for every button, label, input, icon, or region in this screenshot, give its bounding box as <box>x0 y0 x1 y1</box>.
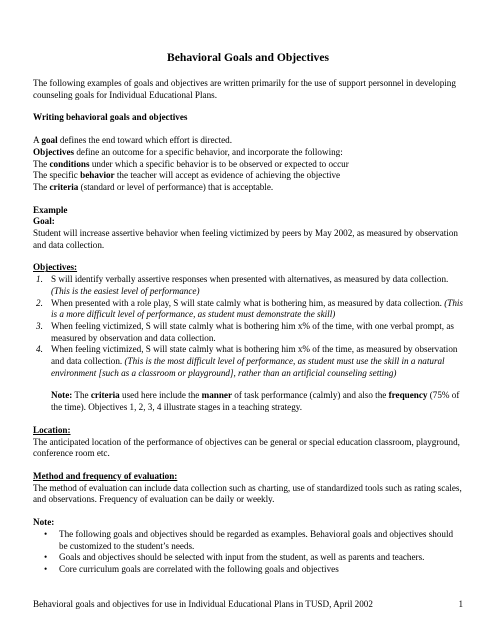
objective-item <box>33 274 463 297</box>
objective-number: 1. <box>36 274 43 285</box>
example-heading: Example <box>33 204 68 215</box>
objective-text: When feeling victimized, S will state calmly what is bothering him x% of the time, as measured by observation and data collection. <box>51 344 458 367</box>
page-footer <box>33 599 463 611</box>
objective-number: 3. <box>36 320 43 331</box>
objective-text: When presented with a role play, S will state calmly what is bothering him, as measured by data collection. <box>51 297 442 308</box>
notes-list <box>33 529 463 576</box>
bullet-icon: • <box>44 552 48 563</box>
objective-text: S will identify verbally assertive responses when presented with alternatives, as measured by data collection. <box>51 274 449 285</box>
objective-item <box>33 321 463 344</box>
method-text: The method of evaluation can include data collection such as charting, use of standardized tools such as rating scales, and observations. Frequency of evaluation can be daily or weekly. <box>33 482 462 505</box>
objectives-list <box>33 274 463 379</box>
goal-text: Student will increase assertive behavior when feeling victimized by peers by May 2002, as measured by observation and data collection. <box>33 228 458 250</box>
goal-definition: A goal defines the end toward which effort is directed. <box>33 135 233 146</box>
document-body <box>33 51 463 576</box>
note-label: Note: <box>51 390 73 401</box>
objectives-term: Objectives <box>33 146 75 157</box>
conditions-definition: The conditions under which a specific behavior is to be observed or expected to occur <box>33 158 349 169</box>
definitions-block <box>33 135 463 194</box>
list-item: • Goals and objectives should be selected with input from the student, as well as parents and teachers. <box>44 552 425 563</box>
location-text: The anticipated location of the performance of objectives can be general or special education classroom, playground, conference room etc. <box>33 436 460 459</box>
goal-label: Goal: <box>33 216 55 227</box>
conditions-term: conditions <box>49 158 90 169</box>
example-section <box>33 205 463 252</box>
footer-text: Behavioral goals and objectives for use in Individual Educational Plans in TUSD, April 2002 <box>33 599 373 609</box>
goal-term: goal <box>41 135 58 146</box>
objective-note: (This is a more difficult level of performance, as student must demonstrate the skill) <box>51 297 463 320</box>
objectives-section <box>33 262 463 413</box>
list-item: • The following goals and objectives should be regarded as examples. Behavioral goals and objectives should be customized to the student’s needs. <box>44 528 454 551</box>
notes-heading: Note: <box>33 517 55 528</box>
intro-paragraph: The following examples of goals and objectives are written primarily for the use of support personnel in developing counseling goals for Individual Educational Plans. <box>33 78 456 100</box>
location-heading: Location: <box>33 424 71 435</box>
objective-item <box>33 344 463 379</box>
notes-section <box>33 517 463 576</box>
writing-heading: Writing behavioral goals and objectives <box>33 112 188 123</box>
behavior-definition: The specific behavior the teacher will accept as evidence of achieving the objective <box>33 170 341 181</box>
criteria-term: criteria <box>49 181 79 192</box>
objective-text: When feeling victimized, S will state calmly what is bothering him x% of the time, with one verbal prompt, as measured by observation and data collection. <box>51 320 454 343</box>
objective-item <box>33 298 463 321</box>
behavior-term: behavior <box>80 170 115 181</box>
objectives-note: Note: The criteria used here include the manner of task performance (calmly) and also the frequency (75% of the time). Objectives 1, 2, 3, 4 illustrate stages in a teaching strategy. <box>51 390 460 413</box>
objective-number: 2. <box>36 297 43 308</box>
page-number: 1 <box>458 599 463 609</box>
objective-note: (This is the easiest level of performance) <box>51 285 200 296</box>
method-section <box>33 471 463 506</box>
objective-note: (This is the most difficult level of performance, as student must use the skill in a natural environment [such as a classroom or playground], rather than an artificial counseling setting) <box>51 356 445 378</box>
page-title: Behavioral Goals and Objectives <box>167 51 329 64</box>
location-section <box>33 425 463 460</box>
objective-number: 4. <box>36 344 43 355</box>
objectives-heading: Objectives: <box>33 262 78 273</box>
bullet-icon: • <box>44 563 48 574</box>
objectives-definition: Objectives define an outcome for a specific behavior, and incorporate the following: <box>33 146 343 157</box>
method-heading: Method and frequency of evaluation: <box>33 470 178 481</box>
criteria-definition: The criteria (standard or level of performance) that is acceptable. <box>33 181 274 192</box>
bullet-icon: • <box>44 528 48 539</box>
list-item: • Core curriculum goals are correlated with the following goals and objectives <box>44 563 339 574</box>
